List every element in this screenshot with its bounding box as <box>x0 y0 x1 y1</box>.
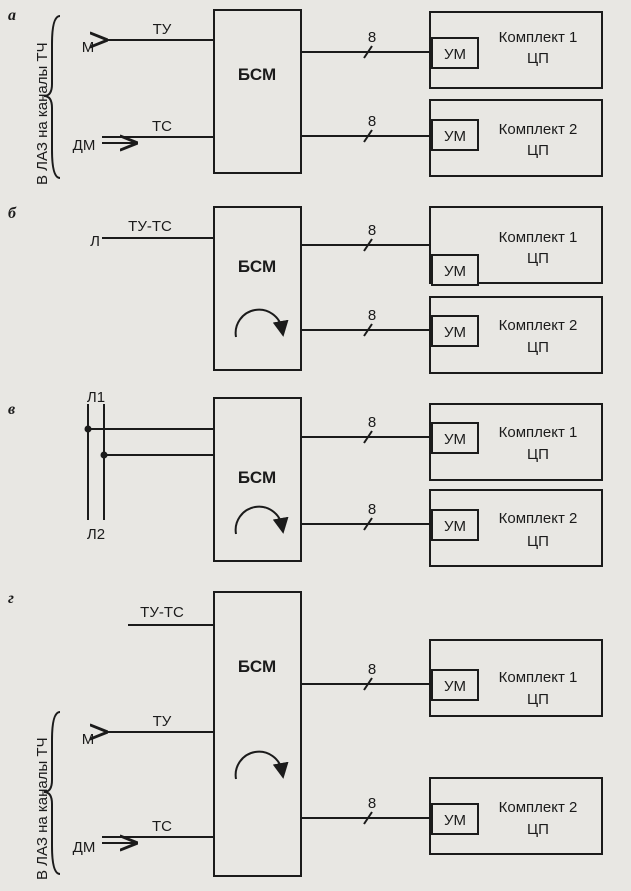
panel-d <box>8 590 602 880</box>
m-label: М <box>81 39 95 56</box>
bsm-block <box>214 10 301 173</box>
set-label: Комплект 2 <box>498 317 578 334</box>
bus-width: 8 <box>367 414 377 431</box>
cp-label: ЦП <box>527 533 549 550</box>
um-label: УМ <box>443 678 467 695</box>
set-label: Комплект 2 <box>498 121 578 138</box>
ts-label: ТС <box>152 118 172 135</box>
tu-label: ТУ <box>152 713 172 730</box>
um-label: УМ <box>443 324 467 341</box>
cp-label: ЦП <box>527 691 549 708</box>
input-label: ТУ-ТС <box>128 218 172 235</box>
bus-width: 8 <box>367 661 377 678</box>
bus-width: 8 <box>367 222 377 239</box>
m-label: М <box>81 731 95 748</box>
bsm-block <box>214 207 301 370</box>
cp-label: ЦП <box>527 339 549 356</box>
panel-c <box>8 389 602 566</box>
set-label: Комплект 2 <box>498 799 578 816</box>
bsm-label: БСМ <box>237 468 277 487</box>
bus-width: 8 <box>367 501 377 518</box>
panel-letter: в <box>8 401 16 418</box>
um-label: УМ <box>443 263 467 280</box>
l2-label: Л2 <box>86 526 106 543</box>
bsm-label: БСМ <box>237 65 277 84</box>
l1-label: Л1 <box>86 389 106 406</box>
vertical-label: В ЛАЗ на каналы ТЧ <box>34 737 51 880</box>
bsm-label: БСМ <box>237 657 277 676</box>
tu-label: ТУ <box>152 21 172 38</box>
cp-label: ЦП <box>527 250 549 267</box>
line-label: Л <box>90 233 100 250</box>
um-label: УМ <box>443 128 467 145</box>
dm-label: ДМ <box>72 137 96 154</box>
bus-width: 8 <box>367 29 377 46</box>
cp-label: ЦП <box>527 821 549 838</box>
bsm-block <box>214 592 301 876</box>
bus-width: 8 <box>367 795 377 812</box>
bus-width: 8 <box>367 307 377 324</box>
set-label: Комплект 1 <box>498 229 578 246</box>
junction-dot <box>101 452 108 459</box>
um-label: УМ <box>443 518 467 535</box>
cp-label: ЦП <box>527 142 549 159</box>
dm-label: ДМ <box>72 839 96 856</box>
um-label: УМ <box>443 46 467 63</box>
panel-letter: г <box>8 590 14 607</box>
junction-dot <box>85 426 92 433</box>
set-label: Комплект 1 <box>498 669 578 686</box>
panel-letter: а <box>8 7 16 24</box>
cp-label: ЦП <box>527 50 549 67</box>
panel-b <box>8 205 602 373</box>
set-label: Комплект 2 <box>498 510 578 527</box>
bsm-label: БСМ <box>237 257 277 276</box>
set-label: Комплект 1 <box>498 424 578 441</box>
ts-label: ТС <box>152 818 172 835</box>
panel-a <box>8 7 602 185</box>
input-label: ТУ-ТС <box>140 604 184 621</box>
cp-label: ЦП <box>527 446 549 463</box>
set-label: Комплект 1 <box>498 29 578 46</box>
um-label: УМ <box>443 431 467 448</box>
vertical-label: В ЛАЗ на каналы ТЧ <box>34 42 51 185</box>
um-label: УМ <box>443 812 467 829</box>
bus-width: 8 <box>367 113 377 130</box>
panel-letter: б <box>8 205 16 222</box>
